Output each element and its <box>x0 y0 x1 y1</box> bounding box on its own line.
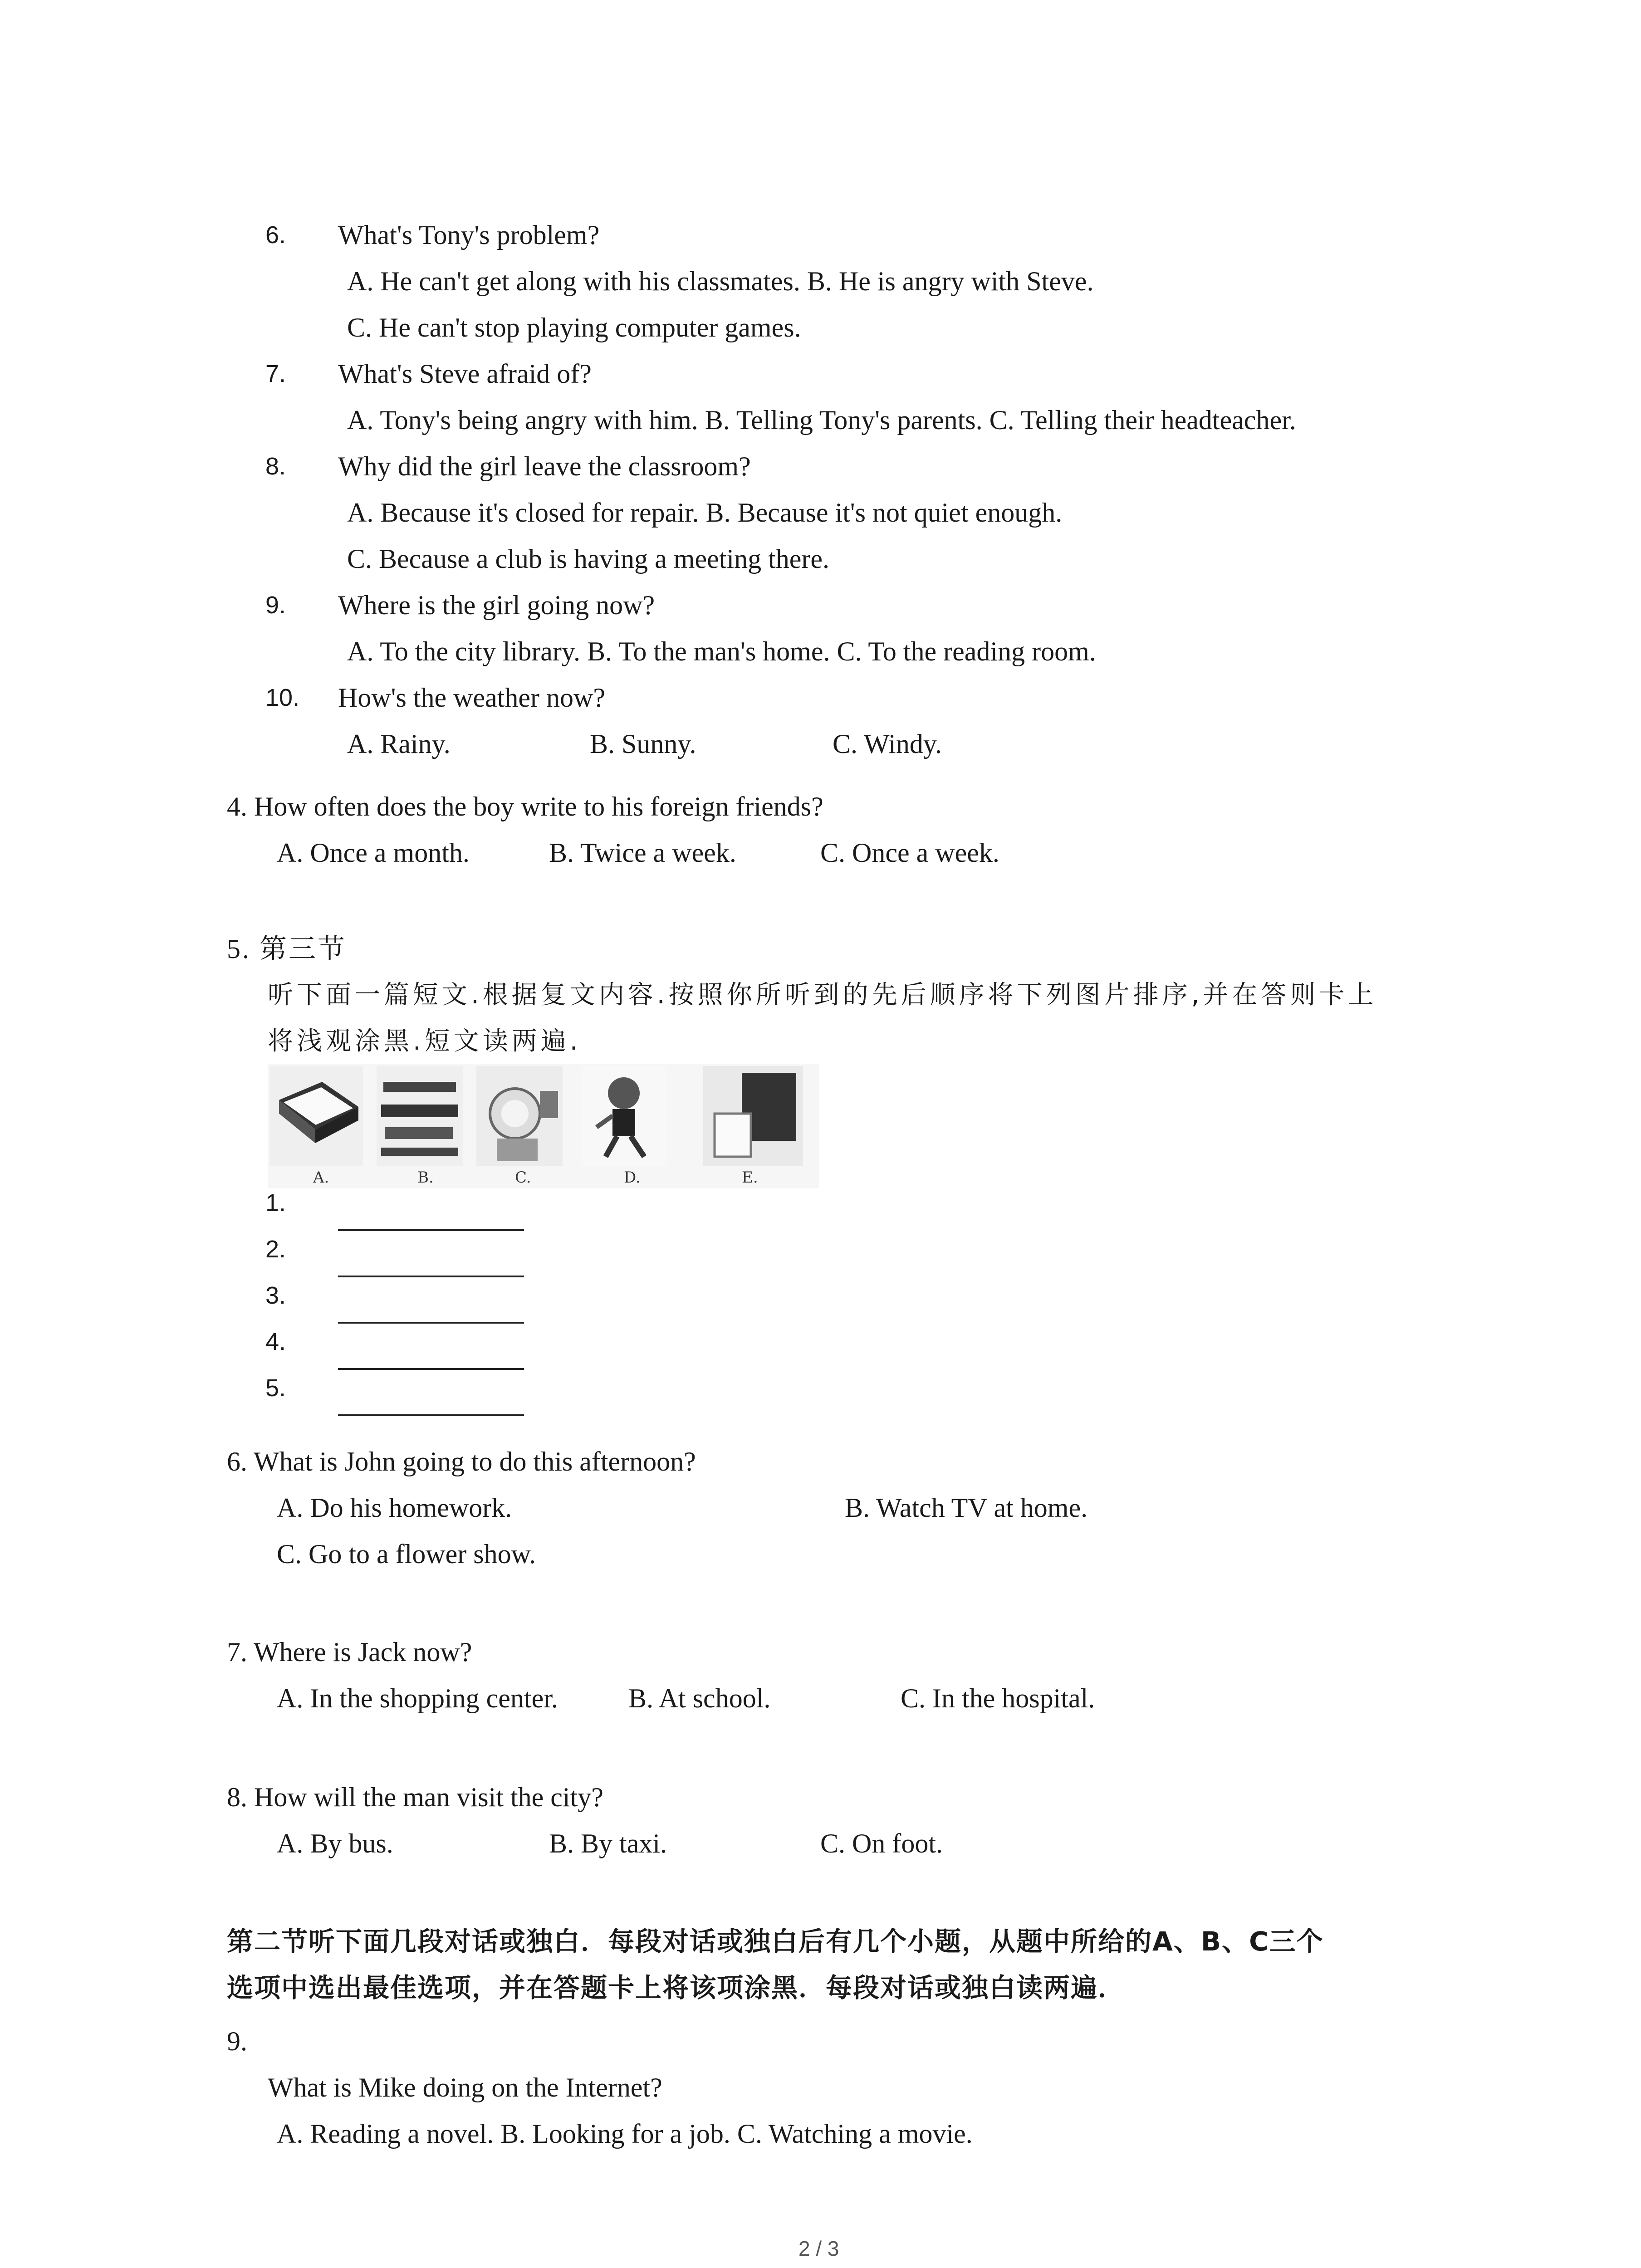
option-a: A. Rainy. <box>347 729 451 759</box>
picture-e-icon <box>703 1066 803 1166</box>
question-text: 7. Where is Jack now? <box>227 1637 472 1667</box>
answer-blank[interactable] <box>338 1229 524 1231</box>
answer-options: A. He can't get along with his classmates. B. He is angry with Steve. <box>347 266 1094 296</box>
option-b: B. By taxi. <box>549 1828 667 1858</box>
question-text: What's Tony's problem? <box>338 220 600 250</box>
answer-blank[interactable] <box>338 1414 524 1416</box>
question-number: 9. <box>227 2026 247 2056</box>
question-number: 9. <box>265 591 286 619</box>
picture-label: A. <box>313 1168 329 1187</box>
answer-options: A. Because it's closed for repair. B. Because it's not quiet enough. <box>347 498 1063 528</box>
question-number: 8. <box>265 453 286 480</box>
question-text: 6. What is John going to do this afternoon? <box>227 1447 696 1476</box>
question-text: What is Mike doing on the Internet? <box>268 2072 662 2102</box>
option-b: B. Twice a week. <box>549 838 736 868</box>
answer-options: C. Because a club is having a meeting there. <box>347 544 829 574</box>
option-a: A. By bus. <box>277 1828 393 1858</box>
answer-blank[interactable] <box>338 1368 524 1370</box>
option-a: A. Once a month. <box>277 838 470 868</box>
answer-options: A. Tony's being angry with him. B. Telling Tony's parents. C. Telling their headteacher. <box>347 405 1296 435</box>
blank-number: 3. <box>265 1282 286 1309</box>
picture-strip <box>268 1064 819 1188</box>
option-b: B. At school. <box>628 1683 771 1713</box>
answer-options: A. To the city library. B. To the man's home. C. To the reading room. <box>347 636 1096 666</box>
section-heading: 第二节听下面几段对话或独白．每段对话或独白后有几个小题，从题中所给的A、B、C三个 <box>227 1926 1324 1957</box>
question-number: 6. <box>265 221 286 249</box>
option-a: A. In the shopping center. <box>277 1683 558 1713</box>
page-number: 2 / 3 <box>798 2237 839 2260</box>
section-instructions: 将浅观涂黑.短文读两遍. <box>268 1026 582 1056</box>
question-text: How's the weather now? <box>338 683 605 713</box>
answer-blank[interactable] <box>338 1276 524 1277</box>
option-b: B. Watch TV at home. <box>845 1493 1088 1523</box>
option-a: A. Do his homework. <box>277 1493 512 1523</box>
picture-label: B. <box>417 1168 434 1187</box>
blank-number: 2. <box>265 1236 286 1263</box>
question-text: Why did the girl leave the classroom? <box>338 451 751 481</box>
blank-number: 4. <box>265 1328 286 1355</box>
section-instructions: 听下面一篇短文.根据复文内容.按照你所听到的先后顺序将下列图片排序,并在答则卡上 <box>268 980 1377 1010</box>
answer-blank[interactable] <box>338 1322 524 1324</box>
answer-options: C. He can't stop playing computer games. <box>347 313 801 342</box>
blank-number: 5. <box>265 1374 286 1402</box>
picture-c-icon <box>476 1066 563 1166</box>
question-text: 4. How often does the boy write to his foreign friends? <box>227 792 823 821</box>
question-text: What's Steve afraid of? <box>338 359 592 389</box>
section-heading: 选项中选出最佳选项，并在答题卡上将该项涂黑．每段对话或独白读两遍． <box>227 1972 1126 2003</box>
picture-label: D. <box>624 1168 641 1187</box>
picture-label: E. <box>742 1168 758 1187</box>
picture-a-icon <box>270 1066 363 1166</box>
option-b: B. Sunny. <box>590 729 696 759</box>
blank-number: 1. <box>265 1189 286 1217</box>
question-text: 8. How will the man visit the city? <box>227 1782 603 1812</box>
picture-b-icon <box>377 1066 463 1166</box>
option-c: C. Windy. <box>833 729 942 759</box>
section-title: 5. 第三节 <box>227 934 347 964</box>
question-number: 10. <box>265 684 300 711</box>
option-c: C. In the hospital. <box>901 1683 1095 1713</box>
question-text: Where is the girl going now? <box>338 590 655 620</box>
answer-options: A. Reading a novel. B. Looking for a job. C. Watching a movie. <box>277 2119 973 2149</box>
picture-d-icon <box>581 1066 667 1166</box>
option-c: C. On foot. <box>820 1828 943 1858</box>
option-c: C. Once a week. <box>820 838 999 868</box>
option-c: C. Go to a flower show. <box>277 1539 536 1569</box>
question-number: 7. <box>265 360 286 387</box>
picture-label: C. <box>515 1168 531 1187</box>
